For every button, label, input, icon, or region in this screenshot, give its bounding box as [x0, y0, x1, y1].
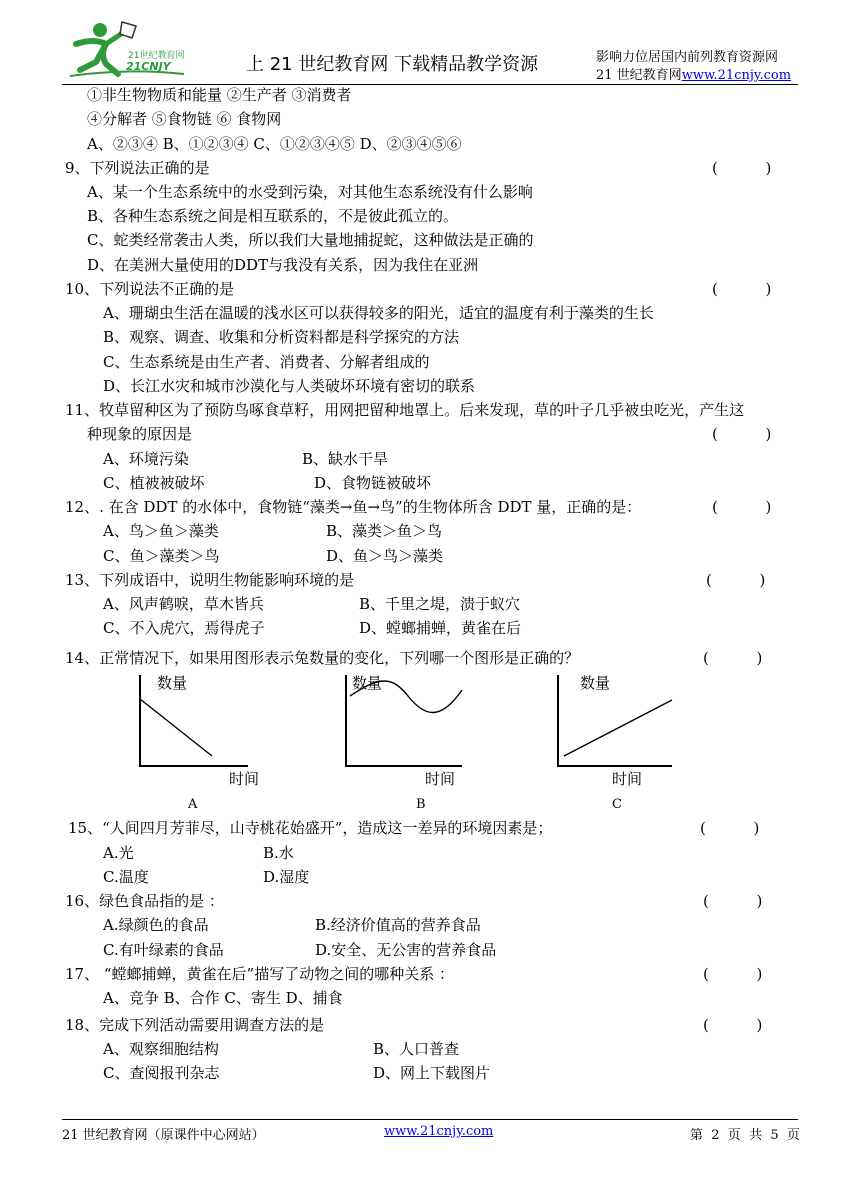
q17-stem: 17、 “螳螂捕蝉，黄雀在后”描写了动物之间的哪种关系 ：: [65, 965, 454, 983]
q12-option-d: D、鱼＞鸟＞藻类: [326, 547, 444, 565]
graph-c: [558, 674, 672, 812]
graph-a-line: [140, 699, 212, 756]
q16-stem: 16、绿色食品指的是 ：: [65, 892, 224, 910]
q9-stem: 9、下列说法正确的是: [65, 159, 210, 177]
footer-site-link[interactable]: www.21cnjy.com: [384, 1124, 494, 1139]
q9-answer-paren[interactable]: ( ): [712, 159, 772, 177]
graph-c-axes: [558, 675, 672, 766]
q15-option-c: C.温度: [103, 868, 149, 886]
graph-c-label: C: [612, 797, 622, 812]
q9-option-a: A、某一个生态系统中的水受到污染，对其他生态系统没有什么影响: [87, 183, 533, 201]
q18-option-d: D、网上下载图片: [373, 1064, 491, 1082]
footer-rule: [62, 1119, 798, 1120]
header-site-name: 21 世纪教育网: [596, 68, 682, 83]
q12-stem: 12、. 在含 DDT 的水体中，食物链“藻类→鱼→鸟”的生物体所含 DDT 量，正确的是：: [65, 498, 642, 516]
q18-answer-paren[interactable]: ( ): [703, 1016, 763, 1034]
q12-option-b: B、藻类＞鱼＞鸟: [326, 522, 443, 540]
q12-option-a: A、鸟＞鱼＞藻类: [103, 522, 219, 540]
q11-stem: 11、牧草留种区为了预防鸟啄食草籽，用网把留种地罩上。后来发现，草的叶子几乎被虫吃光，产生这: [65, 401, 745, 419]
graph-b: [346, 674, 462, 812]
q13-answer-paren[interactable]: ( ): [706, 571, 766, 589]
q13-option-a: A、风声鹤唳，草木皆兵: [103, 595, 264, 613]
q15-stem: 15、“人间四月芳菲尽，山寺桃花始盛开”，造成这一差异的环境因素是；: [68, 819, 553, 837]
q16-option-c: C.有叶绿素的食品: [103, 941, 224, 959]
q13-option-b: B、千里之堤，溃于蚁穴: [359, 595, 521, 613]
q8-choices: A、②③④ B、①②③④ C、①②③④⑤ D、②③④⑤⑥: [87, 135, 462, 153]
q9-option-b: B、各种生态系统之间是相互联系的，不是彼此孤立的。: [87, 207, 459, 225]
q17-answer-paren[interactable]: ( ): [703, 965, 763, 983]
q11-answer-paren[interactable]: ( ): [712, 425, 772, 443]
q15-option-a: A.光: [103, 844, 134, 862]
q8-options-row1: ①非生物物质和能量 ②生产者 ③消费者: [87, 86, 352, 104]
logo-sub: 21CNJY: [126, 60, 171, 73]
q16-option-a: A.绿颜色的食品: [103, 916, 209, 934]
q10-stem: 10、下列说法不正确的是: [65, 280, 235, 298]
graph-b-y-label: 数量: [352, 674, 383, 692]
q10-answer-paren[interactable]: ( ): [712, 280, 772, 298]
q11-option-c: C、植被被破坏: [103, 474, 205, 492]
q18-option-b: B、人口普查: [373, 1040, 460, 1058]
header-site-link[interactable]: www.21cnjy.com: [681, 68, 792, 83]
q14-stem: 14、正常情况下，如果用图形表示兔数量的变化，下列哪一个图形是正确的？: [65, 649, 580, 667]
q18-option-a: A、观察细胞结构: [103, 1040, 219, 1058]
q16-answer-paren[interactable]: ( ): [703, 892, 763, 910]
q13-option-c: C、不入虎穴，焉得虎子: [103, 619, 265, 637]
q13-option-d: D、螳螂捕蝉，黄雀在后: [359, 619, 522, 637]
q10-option-c: C、生态系统是由生产者、消费者、分解者组成的: [103, 353, 430, 371]
footer-left: 21 世纪教育网（原课件中心网站）: [62, 1128, 265, 1143]
header-title: 上 21 世纪教育网 下载精品教学资源: [246, 54, 539, 75]
q16-option-b: B.经济价值高的营养食品: [315, 916, 481, 934]
graph-a: [140, 674, 259, 812]
graph-b-label: B: [416, 797, 426, 812]
footer-page-number: 第 2 页 共 5 页: [690, 1128, 800, 1143]
graph-c-y-label: 数量: [580, 674, 611, 692]
graph-a-x-label: 时间: [229, 770, 260, 788]
graph-c-line: [564, 700, 672, 756]
logo-text: 21世纪教育网: [128, 51, 185, 61]
q8-options-row2: ④分解者 ⑤食物链 ⑥ 食物网: [87, 110, 282, 128]
q15-option-b: B.水: [263, 844, 294, 862]
q11-stem-cont: 种现象的原因是: [87, 425, 193, 443]
q15-answer-paren[interactable]: ( ): [700, 819, 760, 837]
q18-option-c: C、查阅报刊杂志: [103, 1064, 220, 1082]
q9-option-d: D、在美洲大量使用的DDT与我没有关系，因为我住在亚洲: [87, 256, 479, 274]
q10-option-d: D、长江水灾和城市沙漠化与人类破坏环境有密切的联系: [103, 377, 476, 395]
header-right-line1: 影响力位居国内前列教育资源网: [596, 50, 779, 65]
q13-stem: 13、下列成语中，说明生物能影响环境的是: [65, 571, 355, 589]
q10-option-b: B、观察、调查、收集和分析资料都是科学探究的方法: [103, 328, 460, 346]
q17-options: A、竞争 B、合作 C、寄生 D、捕食: [103, 989, 343, 1007]
q12-answer-paren[interactable]: ( ): [712, 498, 772, 516]
q9-option-c: C、蛇类经常袭击人类，所以我们大量地捕捉蛇，这种做法是正确的: [87, 231, 534, 249]
graph-c-x-label: 时间: [612, 770, 643, 788]
q11-option-b: B、缺水干旱: [302, 450, 389, 468]
q11-option-a: A、环境污染: [103, 450, 189, 468]
q15-option-d: D.湿度: [263, 868, 310, 886]
graph-a-label: A: [188, 797, 198, 812]
q10-option-a: A、珊瑚虫生活在温暖的浅水区可以获得较多的阳光，适宜的温度有利于藻类的生长: [103, 304, 654, 322]
q18-stem: 18、完成下列活动需要用调查方法的是: [65, 1016, 325, 1034]
q14-answer-paren[interactable]: ( ): [703, 649, 763, 667]
q12-option-c: C、鱼＞藻类＞鸟: [103, 547, 220, 565]
graph-b-x-label: 时间: [425, 770, 456, 788]
graph-a-y-label: 数量: [157, 674, 188, 692]
graph-b-wave: [350, 681, 462, 713]
q16-option-d: D.安全、无公害的营养食品: [315, 941, 497, 959]
q11-option-d: D、食物链被破坏: [314, 474, 432, 492]
